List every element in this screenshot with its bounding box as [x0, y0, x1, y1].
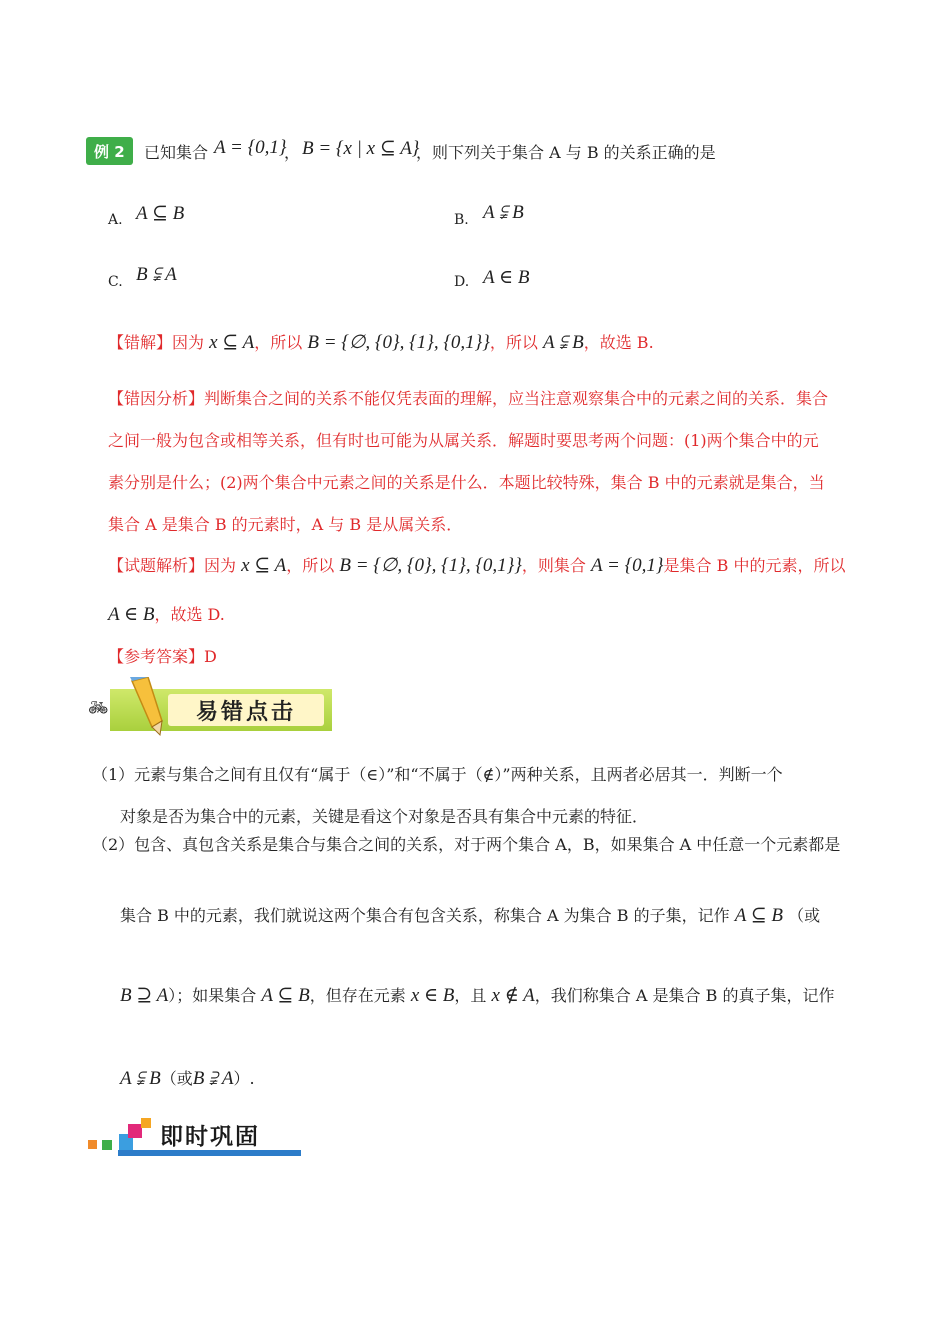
option-c-label: C. — [108, 274, 123, 290]
point-2-line-4-m1: A ⫋ B — [120, 1068, 161, 1089]
point-2-line-3-c: ，且 — [454, 986, 487, 1005]
solution-conclusion — [108, 602, 225, 626]
analysis-tag: 【错因分析】 — [108, 389, 205, 408]
solution-t1: 因为 — [204, 556, 237, 575]
option-b-label: B. — [454, 212, 469, 228]
example-sep: ， — [284, 143, 301, 162]
option-c-expr: B ⫋ A — [136, 264, 177, 285]
wrong-t2: ，所以 — [254, 333, 303, 352]
point-2-line-2-text: 集合 B 中的元素，我们就说这两个集合有包含关系，称集合 A 为集合 B 的子集，记作 — [120, 906, 730, 925]
solution-tag: 【试题解析】 — [108, 556, 205, 575]
wrong-solution — [108, 330, 654, 354]
jishi-title: 即时巩固 — [160, 1124, 260, 1150]
pencil-icon — [122, 677, 168, 737]
option-d-expr: A ∈ B — [483, 267, 530, 288]
point-2-line-4-a: （或 — [160, 1069, 193, 1088]
example-set-b: B = {x | x ⊆ A} — [302, 138, 420, 159]
point-2-line-3-m1: B ⊇ A — [120, 985, 169, 1006]
point-2-line-3 — [120, 983, 834, 1007]
answer-tag: 【参考答案】 — [108, 647, 205, 666]
solution-t2: ，所以 — [286, 556, 335, 575]
wrong-m1: x ⊆ A — [209, 332, 255, 353]
point-1 — [92, 754, 783, 838]
bicycle-icon: 🚲︎ — [88, 698, 109, 717]
deco-square-pink — [128, 1124, 142, 1138]
solution-t5: ，故选 D. — [154, 605, 225, 624]
example-stem-post: ，则下列关于集合 A 与 B 的关系正确的是 — [416, 143, 716, 162]
point-2-line-2-math: A ⊆ B — [734, 905, 783, 926]
point-2-line-2-tail: （或 — [788, 906, 821, 925]
point-2-line-4-m2: B ⫌ A — [192, 1068, 234, 1089]
wrong-t1: 因为 — [172, 333, 205, 352]
example-stem-pre: 已知集合 — [144, 143, 209, 162]
analysis-line-1: 判断集合之间的关系不能仅凭表面的理解，应当注意观察集合中的元素之间的关系．集合 — [204, 389, 829, 408]
point-1-line-2: 对象是否为集合中的元素，关键是看这个对象是否具有集合中元素的特征． — [120, 807, 649, 826]
option-b-expr: A ⫋ B — [483, 202, 524, 223]
option-a-label: A. — [108, 212, 123, 228]
point-2-line-3-d: ，我们称集合 A 是集合 B 的真子集，记作 — [534, 986, 835, 1005]
reference-answer — [108, 644, 217, 667]
error-analysis — [108, 378, 828, 546]
option-d-label: D. — [454, 274, 470, 290]
solution-t4: 是集合 B 中的元素，所以 — [663, 556, 846, 575]
option-a-expr: A ⊆ B — [136, 203, 185, 224]
solution-m4: A ∈ B — [108, 604, 155, 625]
point-2-line-4-b: ）. — [233, 1069, 255, 1088]
point-1-line-1: （1）元素与集合之间有且仅有“属于（∈）”和“不属于（∉）”两种关系，且两者必居其一．判断一个 — [92, 765, 783, 784]
point-2-line-3-a: ）；如果集合 — [168, 986, 257, 1005]
analysis-line-3: 素分别是什么；(2)两个集合中元素之间的关系是什么．本题比较特殊，集合 B 中的元素就是集合，当 — [108, 473, 825, 492]
point-2-line-3-m3: x ∈ B — [410, 985, 455, 1006]
solution-analysis — [108, 553, 845, 577]
wrong-tag: 【错解】 — [108, 333, 173, 352]
solution-t3: ，则集合 — [521, 556, 586, 575]
point-2-line-4 — [120, 1066, 255, 1090]
yicuo-banner — [110, 689, 332, 731]
point-2-line-3-m4: x ∉ A — [491, 985, 535, 1006]
solution-m3: A = {0,1} — [590, 555, 664, 576]
example-badge: 例 2 — [86, 137, 133, 165]
wrong-t3: ，所以 — [489, 333, 538, 352]
wrong-m2: B = {∅, {0}, {1}, {0,1}} — [307, 332, 490, 353]
point-2-line-2 — [120, 903, 820, 927]
wrong-t4: ，故选 B. — [583, 333, 654, 352]
solution-m2: B = {∅, {0}, {1}, {0,1}} — [339, 555, 522, 576]
wrong-m3: A ⫋ B — [542, 332, 584, 353]
point-2-line-3-b: ，但存在元素 — [309, 986, 406, 1005]
deco-square-orange — [88, 1140, 97, 1149]
solution-m1: x ⊆ A — [241, 555, 287, 576]
analysis-line-4: 集合 A 是集合 B 的元素时，A 与 B 是从属关系． — [108, 515, 463, 534]
deco-square-green — [102, 1140, 112, 1150]
deco-square-yellow — [141, 1118, 151, 1128]
point-2-line-1: （2）包含、真包含关系是集合与集合之间的关系，对于两个集合 A，B，如果集合 A 中任意一个元素都是 — [92, 835, 841, 854]
example-set-a: A = {0,1} — [214, 137, 287, 158]
analysis-line-2: 之间一般为包含或相等关系，但有时也可能为从属关系．解题时要思考两个问题：(1)两个集合中的元 — [108, 431, 819, 450]
answer-value: D — [204, 647, 217, 666]
yicuo-title: 易错点击 — [196, 700, 297, 725]
point-2-line-3-m2: A ⊆ B — [261, 985, 310, 1006]
